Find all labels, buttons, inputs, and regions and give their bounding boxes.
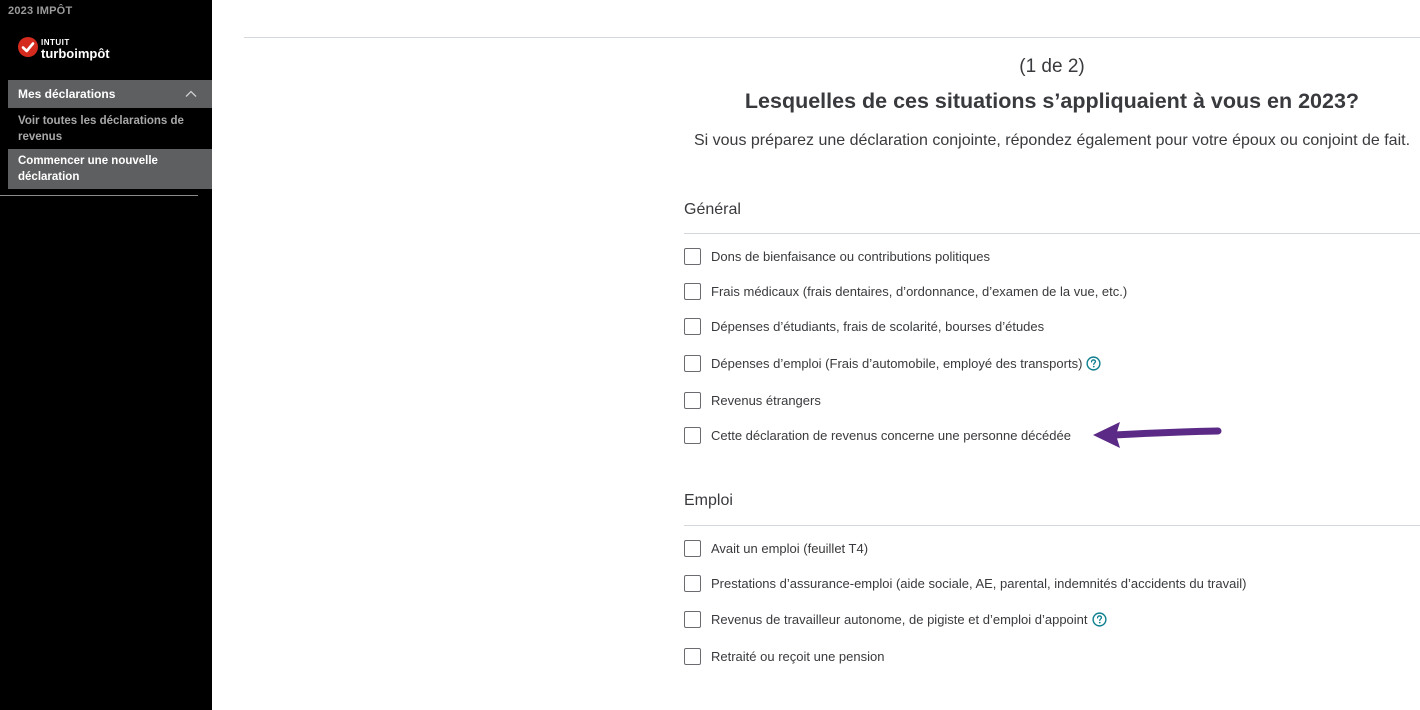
section-title-general: Général xyxy=(684,201,741,218)
step-indicator: (1 de 2) xyxy=(1019,56,1085,77)
logo-brand-small: INTUIT xyxy=(41,38,70,47)
option-depenses-etudiants[interactable] xyxy=(684,315,1044,337)
option-label: Frais médicaux (frais dentaires, d’ordonnance, d’examen de la vue, etc.) xyxy=(711,283,1128,299)
option-label: Dépenses d’étudiants, frais de scolarité, bourses d’études xyxy=(711,318,1045,334)
checkbox[interactable] xyxy=(684,427,701,444)
option-revenus-etrangers[interactable] xyxy=(684,389,821,411)
option-depenses-emploi[interactable] xyxy=(684,352,1101,374)
question-circle-icon[interactable] xyxy=(1092,612,1107,627)
sidebar-item-label: Voir toutes les déclarations de revenus xyxy=(18,115,184,143)
option-label: Revenus de travailleur autonome, de pigiste et d’emploi d’appoint xyxy=(711,611,1088,627)
option-emploi-t4[interactable] xyxy=(684,537,868,559)
sidebar-item-voir-declarations[interactable] xyxy=(8,113,212,145)
header-divider xyxy=(244,37,1420,38)
option-label: Prestations d’assurance-emploi (aide sociale, AE, parental, indemnités d’accidents du travail) xyxy=(711,575,1247,591)
checkbox[interactable] xyxy=(684,318,701,335)
logo-brand-main: turboimpôt xyxy=(41,46,110,61)
option-label: Retraité ou reçoit une pension xyxy=(711,648,885,664)
check-icon xyxy=(18,37,38,57)
checkbox[interactable] xyxy=(684,540,701,557)
option-label: Dépenses d’emploi (Frais d’automobile, employé des transports) xyxy=(711,355,1083,371)
section-divider xyxy=(684,525,1420,526)
option-dons-bienfaisance[interactable] xyxy=(684,245,990,267)
sidebar-item-nouvelle-declaration[interactable] xyxy=(8,149,212,189)
option-frais-medicaux[interactable] xyxy=(684,280,1127,302)
sidebar-item-label: Commencer une nouvelle déclaration xyxy=(18,155,158,183)
section-divider xyxy=(684,233,1420,234)
option-retraite-pension[interactable] xyxy=(684,645,884,667)
option-label: Dons de bienfaisance ou contributions politiques xyxy=(711,248,990,264)
checkbox[interactable] xyxy=(684,575,701,592)
checkbox[interactable] xyxy=(684,392,701,409)
checkbox[interactable] xyxy=(684,248,701,265)
annotation-arrow-icon xyxy=(1090,418,1224,452)
option-label: Avait un emploi (feuillet T4) xyxy=(711,540,869,556)
chevron-up-icon xyxy=(184,87,198,101)
option-label: Cette déclaration de revenus concerne une personne décédée xyxy=(711,427,1071,443)
turboimpot-logo[interactable] xyxy=(18,37,138,63)
sidebar-divider xyxy=(0,195,198,196)
checkbox[interactable] xyxy=(684,355,701,372)
option-assurance-emploi[interactable] xyxy=(684,572,1246,594)
question-circle-icon[interactable] xyxy=(1086,356,1101,371)
page-title: Lesquelles de ces situations s’appliquaient à vous en 2023? xyxy=(744,89,1360,113)
checkbox[interactable] xyxy=(684,283,701,300)
option-travailleur-autonome[interactable] xyxy=(684,608,1107,630)
menu-header-label: Mes déclarations xyxy=(18,87,116,101)
checkbox[interactable] xyxy=(684,611,701,628)
section-title-emploi: Emploi xyxy=(684,492,733,509)
sidebar xyxy=(0,0,212,710)
tax-year-label: 2023 IMPÔT xyxy=(8,5,73,17)
option-personne-decedee[interactable] xyxy=(684,424,1071,446)
page-subtitle: Si vous préparez une déclaration conjointe, répondez également pour votre époux ou conjoint de fait. xyxy=(693,132,1411,149)
checkbox[interactable] xyxy=(684,648,701,665)
menu-mes-declarations[interactable] xyxy=(8,80,212,108)
option-label: Revenus étrangers xyxy=(711,392,821,408)
